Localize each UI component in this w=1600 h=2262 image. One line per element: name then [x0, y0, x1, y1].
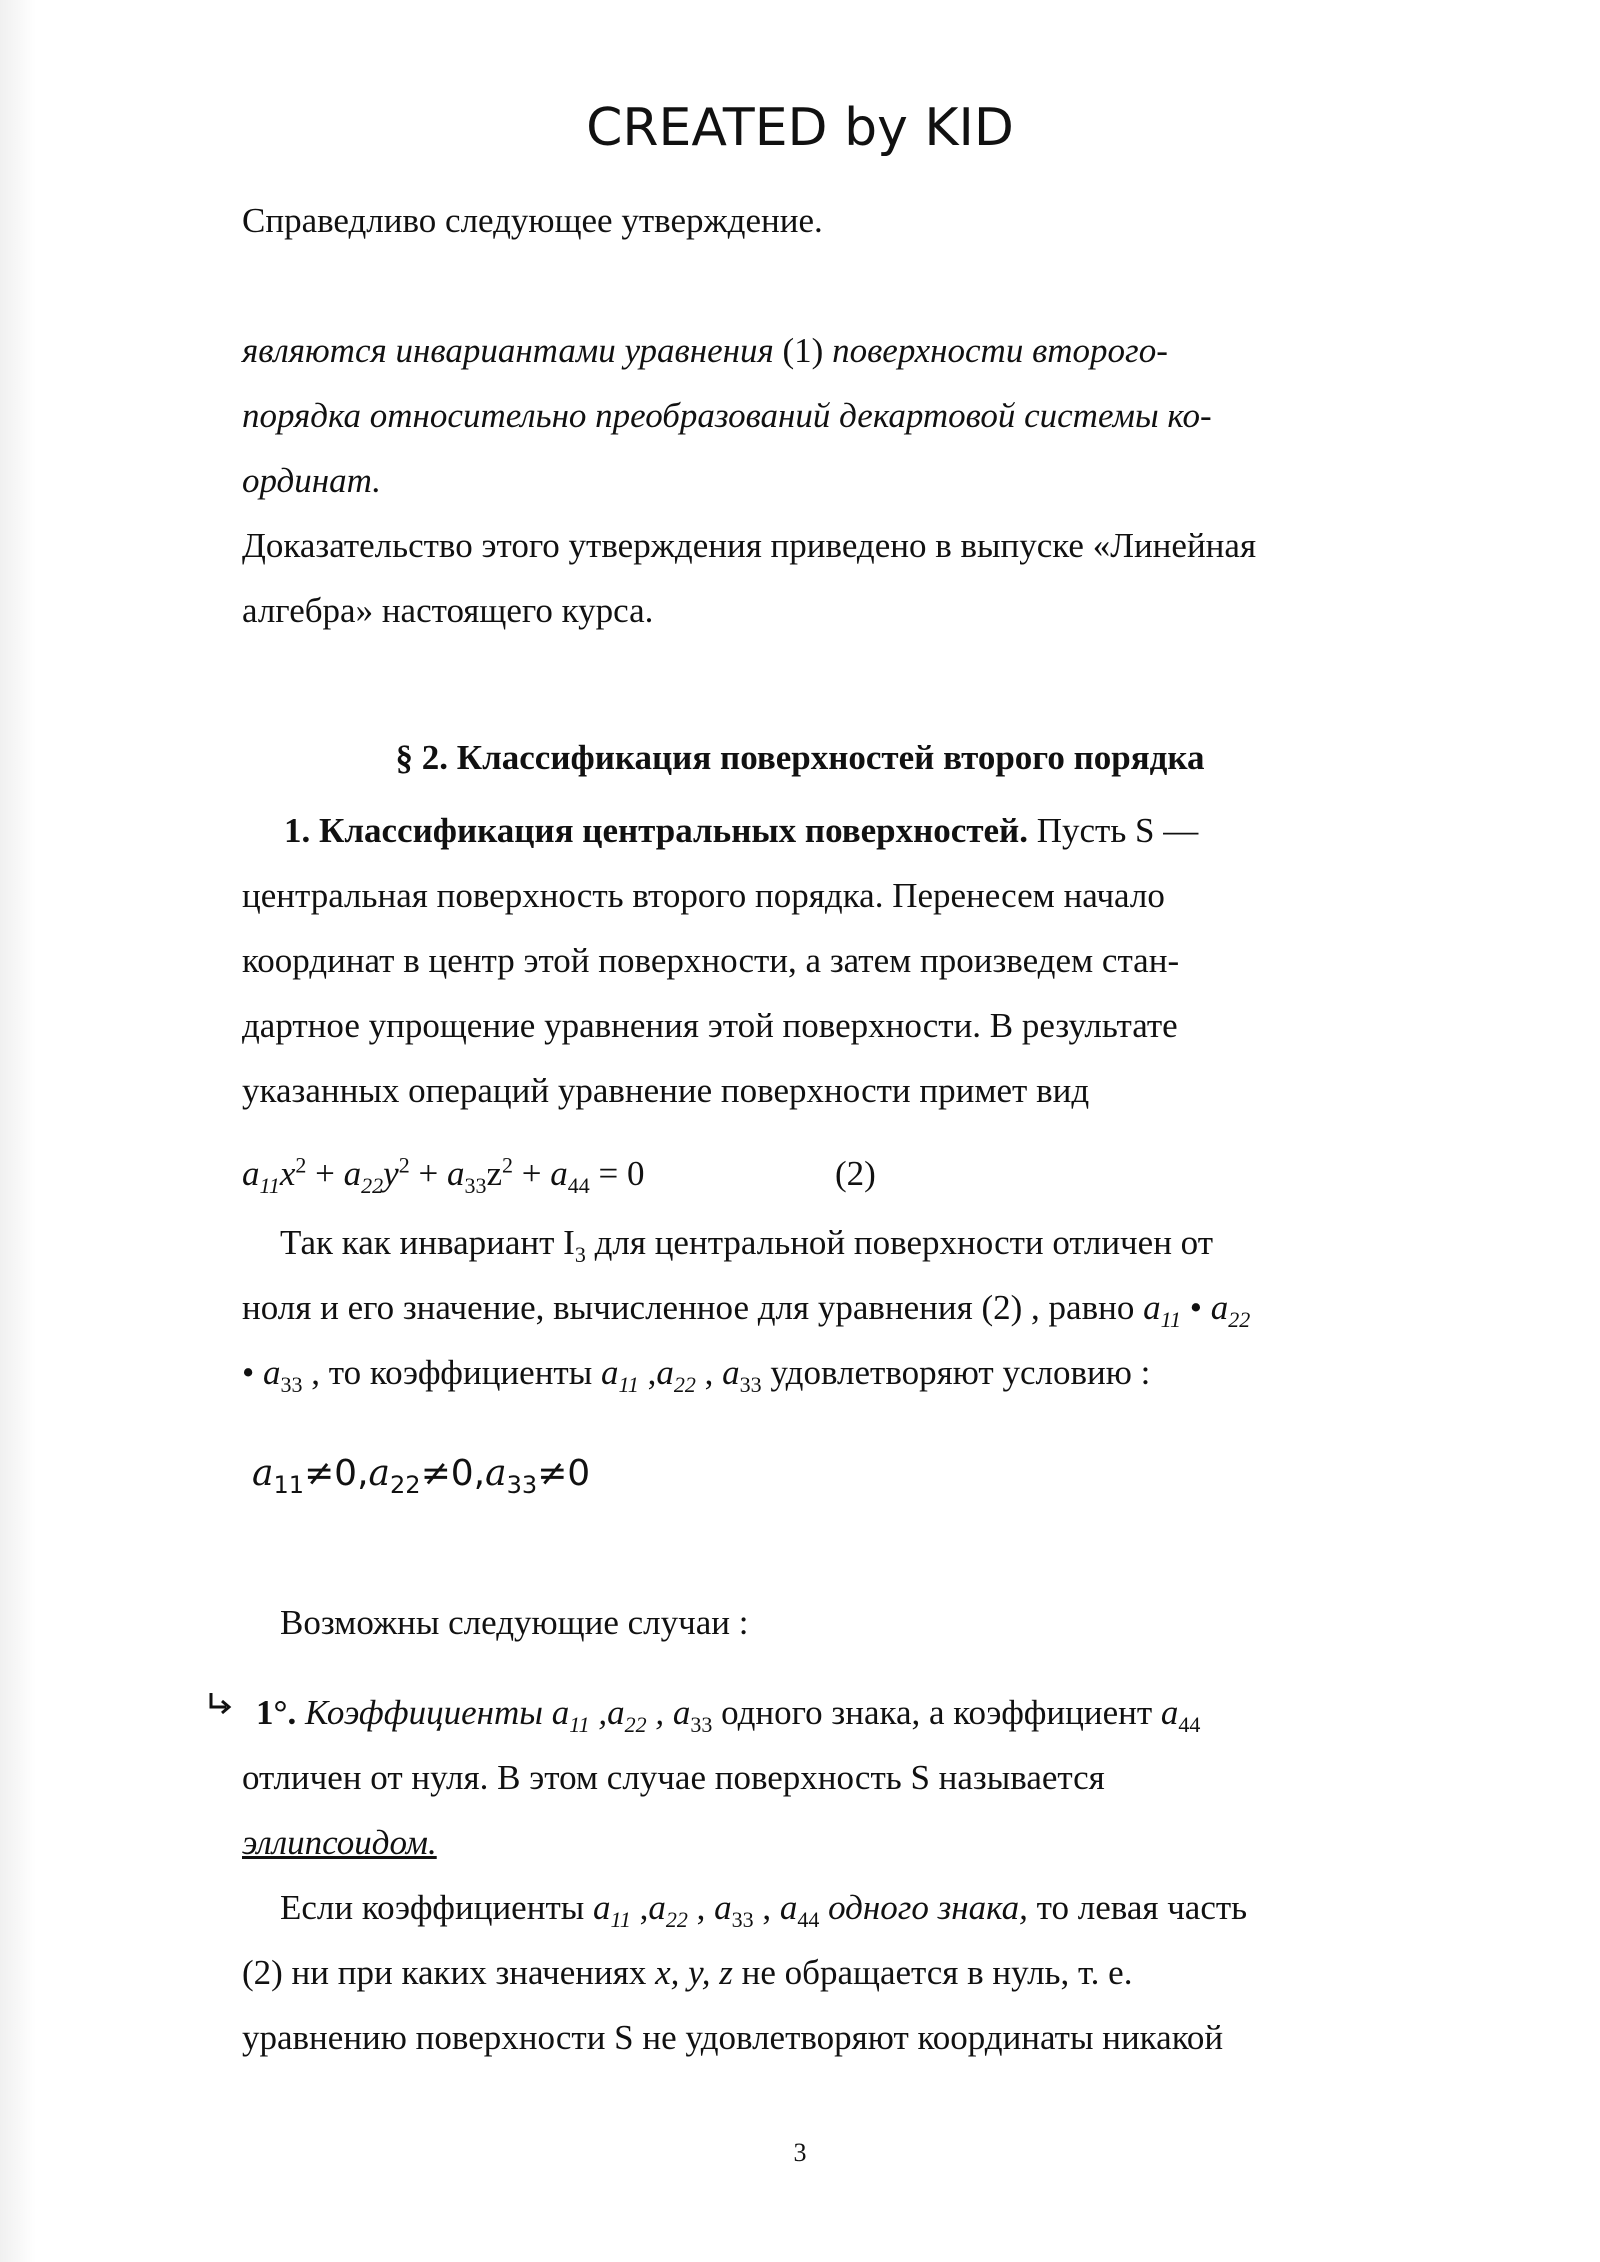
bullet-arrow-icon: [206, 1690, 236, 1720]
proof-line-1: Доказательство этого утверждения приведено в выпуске «Линейная: [242, 526, 1257, 565]
equation-2: $a_{11}x^2 + a_{22}y^2 + a_{33}z^2 + a_{44} = 0$: [242, 1152, 645, 1198]
ellipsoid-term: эллипсоидом.: [242, 1823, 437, 1862]
case-1-cont-line-3: уравнению поверхности S не удовлетворяют координаты никакой: [242, 2018, 1224, 2057]
section-title: § 2. Классификация поверхностей второго порядка: [395, 738, 1205, 777]
central-surfaces-paragraph: [242, 798, 1342, 1123]
invariant-line-1: Так как инвариант $I_3$ для центральной поверхности отличен от: [280, 1223, 1214, 1267]
invariant-line-3: • $a_{33}$ , то коэффициенты $a_{11}$ $,a_{22}$ , $a_{33}$ удовлетворяют условию :: [242, 1353, 1151, 1397]
subsection-title: 1. Классификация центральных поверхностей.: [284, 811, 1028, 850]
invariants-line-3: ординат.: [242, 461, 382, 500]
invariant-paragraph: [242, 1210, 1342, 1405]
case-1-cont-line-2: (2) ни при каких значениях x, y, z не обращается в нуль, т. е.: [242, 1953, 1133, 1992]
subsection-line-3: координат в центр этой поверхности, а затем произведем стан-: [242, 941, 1180, 980]
case-1-paragraph: [242, 1680, 1342, 2070]
page-header: CREATED by KID: [586, 98, 1014, 158]
case-1-line-2: отличен от нуля. В этом случае поверхность S называется: [242, 1758, 1105, 1797]
invariants-paragraph: [242, 318, 1342, 643]
subsection-line-1: 1. Классификация центральных поверхностей. Пусть S —: [284, 811, 1199, 850]
case-1-line-1: 1°. Коэффициенты $a_{11}$ $,a_{22}$ , $a_{33}$ одного знака, а коэффициент $a_{44}$: [256, 1693, 1201, 1737]
proof-line-2: алгебра» настоящего курса.: [242, 591, 654, 630]
page-edge-shadow: [0, 0, 36, 2262]
invariants-line-1: являются инвариантами уравнения (1) поверхности второго-: [242, 331, 1168, 370]
equation-2-number: (2): [835, 1154, 876, 1193]
cases-intro: Возможны следующие случаи :: [280, 1603, 749, 1642]
subsection-line-5: указанных операций уравнение поверхности примет вид: [242, 1071, 1090, 1110]
page-number: 3: [793, 2138, 807, 2167]
subsection-line-4: дартное упрощение уравнения этой поверхности. В результате: [242, 1006, 1178, 1045]
intro-statement: Справедливо следующее утверждение.: [242, 201, 823, 240]
invariants-line-2: порядка относительно преобразований декартовой системы ко-: [242, 396, 1212, 435]
case-1-cont-line-1: Если коэффициенты $a_{11}$ $,a_{22}$ , $a_{33}$ , $a_{44}$ одного знака, то левая часть: [280, 1888, 1248, 1932]
invariant-line-2: ноля и его значение, вычисленное для уравнения (2) , равно $a_{11}$ • $a_{22}$: [242, 1288, 1251, 1332]
subsection-line-2: центральная поверхность второго порядка. Перенесем начало: [242, 876, 1165, 915]
case-1-number: 1°.: [256, 1693, 297, 1732]
nonzero-condition-formula: $a_{11}\ne 0,a_{22}\ne 0,a_{33}\ne 0$: [252, 1453, 591, 1500]
